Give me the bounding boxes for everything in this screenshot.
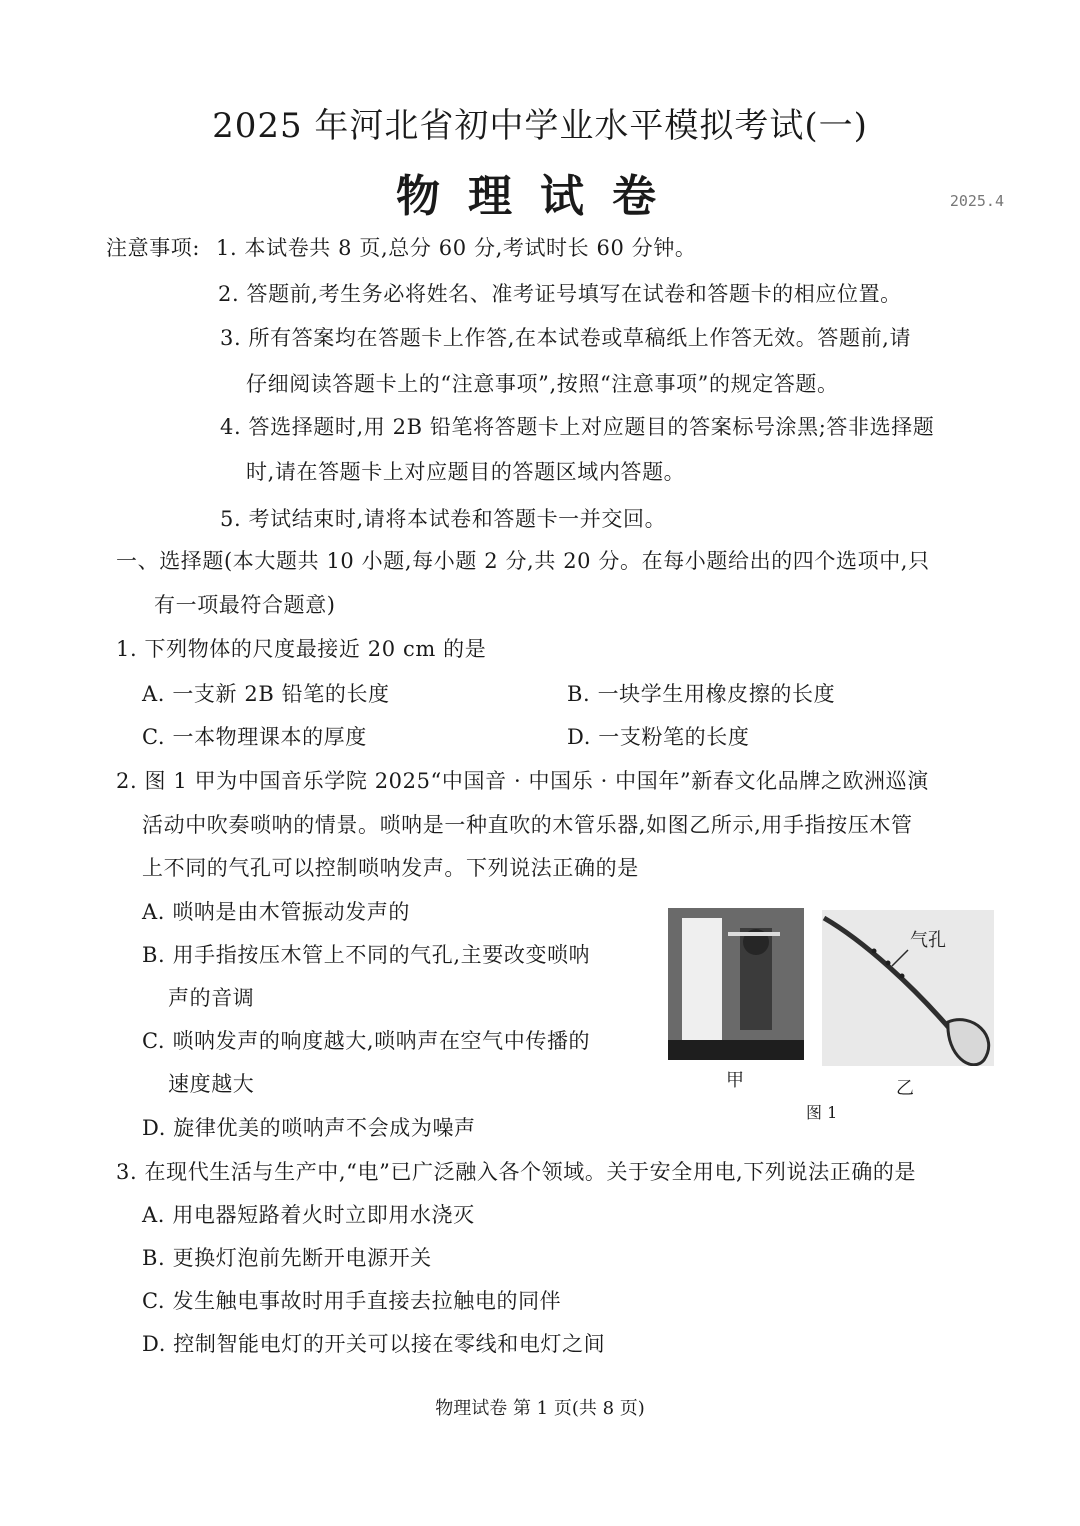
question-1-option-d: D. 一支粉笔的长度: [567, 725, 750, 749]
question-1-stem: 1. 下列物体的尺度最接近 20 cm 的是: [116, 637, 487, 661]
notice-item-1: 1. 本试卷共 8 页,总分 60 分,考试时长 60 分钟。: [216, 236, 697, 260]
suona-performance-photo: [668, 908, 804, 1060]
page-footer: 物理试卷 第 1 页(共 8 页): [435, 1398, 645, 1419]
suona-line-drawing: [822, 910, 994, 1066]
question-2-option-b-line-2: 声的音调: [168, 986, 255, 1010]
exam-date: 2025.4: [949, 192, 1004, 210]
notice-item-2: 2. 答题前,考生务必将姓名、准考证号填写在试卷和答题卡的相应位置。: [218, 282, 902, 306]
section-heading-line-2: 有一项最符合题意): [154, 593, 336, 617]
figure-label-a: 甲: [726, 1070, 744, 1091]
notice-item-3-line-2: 仔细阅读答题卡上的“注意事项”,按照“注意事项”的规定答题。: [246, 372, 839, 396]
suona-diagram: [822, 910, 994, 1066]
figure-label-b: 乙: [896, 1078, 914, 1099]
notice-item-3-line-1: 3. 所有答案均在答题卡上作答,在本试卷或草稿纸上作答无效。答题前,请: [220, 326, 912, 350]
question-3-option-d: D. 控制智能电灯的开关可以接在零线和电灯之间: [142, 1332, 606, 1356]
question-1-option-c: C. 一本物理课本的厚度: [142, 725, 367, 749]
question-2-option-a: A. 唢呐是由木管振动发声的: [142, 900, 410, 924]
question-2-option-d: D. 旋律优美的唢呐声不会成为噪声: [142, 1116, 476, 1140]
question-2-stem-line-1: 2. 图 1 甲为中国音乐学院 2025“中国音 · 中国乐 · 中国年”新春文化品牌之欧洲巡演: [116, 769, 929, 793]
question-1-option-b: B. 一块学生用橡皮擦的长度: [567, 682, 836, 706]
question-2-option-c-line-2: 速度越大: [168, 1072, 255, 1096]
exam-title: 2025 年河北省初中学业水平模拟考试(一): [212, 106, 868, 146]
suona-performance-illustration: [668, 908, 804, 1060]
notice-label: 注意事项:: [106, 236, 201, 260]
question-3-option-c: C. 发生触电事故时用手直接去拉触电的同伴: [142, 1289, 562, 1313]
figure-caption: 图 1: [806, 1103, 838, 1122]
question-2-option-c-line-1: C. 唢呐发声的响度越大,唢呐声在空气中传播的: [142, 1029, 591, 1053]
air-hole-label: 气孔: [910, 930, 946, 951]
section-heading-line-1: 一、选择题(本大题共 10 小题,每小题 2 分,共 20 分。在每小题给出的四个选项中,只: [116, 549, 930, 573]
question-1-option-a: A. 一支新 2B 铅笔的长度: [142, 682, 390, 706]
question-3-stem: 3. 在现代生活与生产中,“电”已广泛融入各个领域。关于安全用电,下列说法正确的是: [116, 1160, 917, 1184]
question-3-option-b: B. 更换灯泡前先断开电源开关: [142, 1246, 432, 1270]
notice-item-4-line-2: 时,请在答题卡上对应题目的答题区域内答题。: [246, 460, 686, 484]
question-3-option-a: A. 用电器短路着火时立即用水浇灭: [142, 1203, 475, 1227]
notice-item-5: 5. 考试结束时,请将本试卷和答题卡一并交回。: [220, 507, 667, 531]
question-2-stem-line-3: 上不同的气孔可以控制唢呐发声。下列说法正确的是: [142, 856, 639, 880]
subject-title: 物理试卷: [396, 171, 684, 222]
question-2-option-b-line-1: B. 用手指按压木管上不同的气孔,主要改变唢呐: [142, 943, 591, 967]
question-2-stem-line-2: 活动中吹奏唢呐的情景。唢呐是一种直吹的木管乐器,如图乙所示,用手指按压木管: [142, 813, 913, 837]
notice-item-4-line-1: 4. 答选择题时,用 2B 铅笔将答题卡上对应题目的答案标号涂黑;答非选择题: [220, 415, 935, 439]
